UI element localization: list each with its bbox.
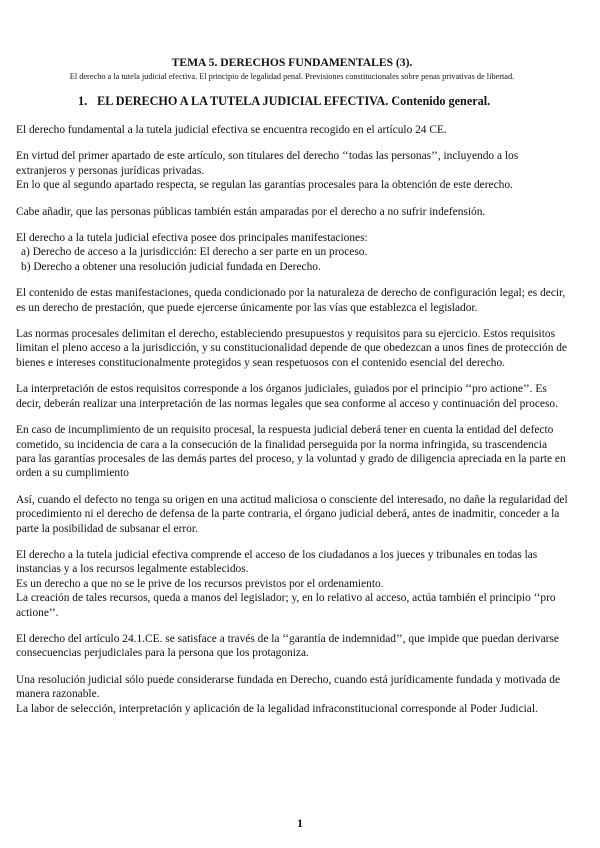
paragraph: En virtud del primer apartado de este artículo, son titulares del derecho ‘‘todas las personas’’, incluyendo a los extranjeros y personas jurídicas privadas. bbox=[16, 150, 519, 177]
document-subtitle: El derecho a la tutela judicial efectiva. El principio de legalidad penal. Previsiones constitucionales sobre penas privativas de libertad. bbox=[69, 72, 515, 81]
spacer bbox=[16, 620, 568, 632]
spacer bbox=[16, 274, 568, 286]
paragraph: El derecho fundamental a la tutela judicial efectiva se encuentra recogido en el artículo 24 CE. bbox=[16, 124, 447, 136]
spacer bbox=[16, 661, 568, 673]
paragraph: Así, cuando el defecto no tenga su origen en una actitud maliciosa o consciente del interesado, no dañe la regularidad del procedimiento ni el derecho de defensa de la parte contraria, el órgano judicial deberá, antes de inadmitir, conceder a la parte la posibilidad de subsanar el error. bbox=[16, 493, 568, 535]
paragraph: Es un derecho a que no se le prive de los recursos previstos por el ordenamiento. bbox=[16, 577, 384, 590]
list-item: a) Derecho de acceso a la jurisdicción: El derecho a ser parte en un proceso. bbox=[21, 246, 368, 259]
spacer bbox=[16, 536, 568, 548]
spacer bbox=[16, 109, 568, 123]
paragraph: El derecho del artículo 24.1.CE. se satisface a través de la ‘‘garantía de indemnidad’’, que impide que puedan derivarse consecuencias perjudiciales para la persona que los protagoniza. bbox=[16, 632, 559, 660]
section-number: 1. bbox=[78, 94, 88, 108]
section-subtitle: Contenido general. bbox=[391, 94, 491, 108]
paragraph: La creación de tales recursos, queda a manos del legislador; y, en lo relativo al acceso, actúa también el principio ‘‘pro actione’’. bbox=[16, 592, 556, 619]
paragraph: La labor de selección, interpretación y aplicación de la legalidad infraconstitucional corresponde al Poder Judicial. bbox=[16, 702, 538, 715]
page-number: 1 bbox=[297, 816, 303, 830]
paragraph: El derecho a la tutela judicial efectiva comprende el acceso de los ciudadanos a los jueces y tribunales en todas las instancias y a los recursos legalmente establecidos. bbox=[16, 548, 538, 576]
spacer bbox=[16, 481, 568, 493]
section-heading bbox=[78, 94, 568, 109]
paragraph: Una resolución judicial sólo puede considerarse fundada en Derecho, cuando está jurídicamente fundada y motivada de manera razonable. bbox=[16, 673, 561, 701]
spacer bbox=[16, 137, 568, 149]
paragraph: El contenido de estas manifestaciones, queda condicionado por la naturaleza de derecho de configuración legal; es decir, es un derecho de prestación, que puede ejercerse únicamente por las vías que establezca el legislador. bbox=[16, 287, 566, 314]
paragraph: La interpretación de estos requisitos corresponde a los órganos judiciales, guiados por el principio ‘‘pro actione’’. Es decir, deberán realizar una interpretación de las normas legales que sea conforme al acceso y continuación del proceso. bbox=[16, 383, 558, 410]
paragraph: En caso de incumplimiento de un requisito procesal, la respuesta judicial deberá tener en cuenta la entidad del defecto cometido, su incidencia de cara a la consecución de la finalidad perseguida por la norma infringida, su trascendencia para las garantías procesales de las demás partes del proceso, y la voluntad y grado de diligencia apreciada en la parte en orden a su cumplimiento bbox=[16, 424, 566, 480]
spacer bbox=[16, 411, 568, 423]
document-title: TEMA 5. DERECHOS FUNDAMENTALES (3). bbox=[171, 56, 413, 69]
spacer bbox=[16, 219, 568, 231]
spacer bbox=[16, 370, 568, 382]
section-title: EL DERECHO A LA TUTELA JUDICIAL EFECTIVA. bbox=[97, 94, 389, 108]
spacer bbox=[16, 315, 568, 327]
spacer bbox=[16, 193, 568, 205]
paragraph: Las normas procesales delimitan el derecho, estableciendo presupuestos y requisitos para su ejercicio. Estos requisitos limitan el pleno acceso a la jurisdicción, y su constitucionalidad depende de que obedezcan a unos fines de protección de bienes e intereses constitucionalmente protegidos y sean respetuosos con el contenido esencial del derecho. bbox=[16, 328, 567, 369]
list-item: b) Derecho a obtener una resolución judicial fundada en Derecho. bbox=[21, 260, 321, 273]
paragraph: El derecho a la tutela judicial efectiva posee dos principales manifestaciones: bbox=[16, 232, 368, 245]
paragraph: Cabe añadir, que las personas públicas también están amparadas por el derecho a no sufrir indefensión. bbox=[16, 205, 486, 218]
paragraph: En lo que al segundo apartado respecta, se regulan las garantías procesales para la obtención de este derecho. bbox=[16, 179, 513, 192]
